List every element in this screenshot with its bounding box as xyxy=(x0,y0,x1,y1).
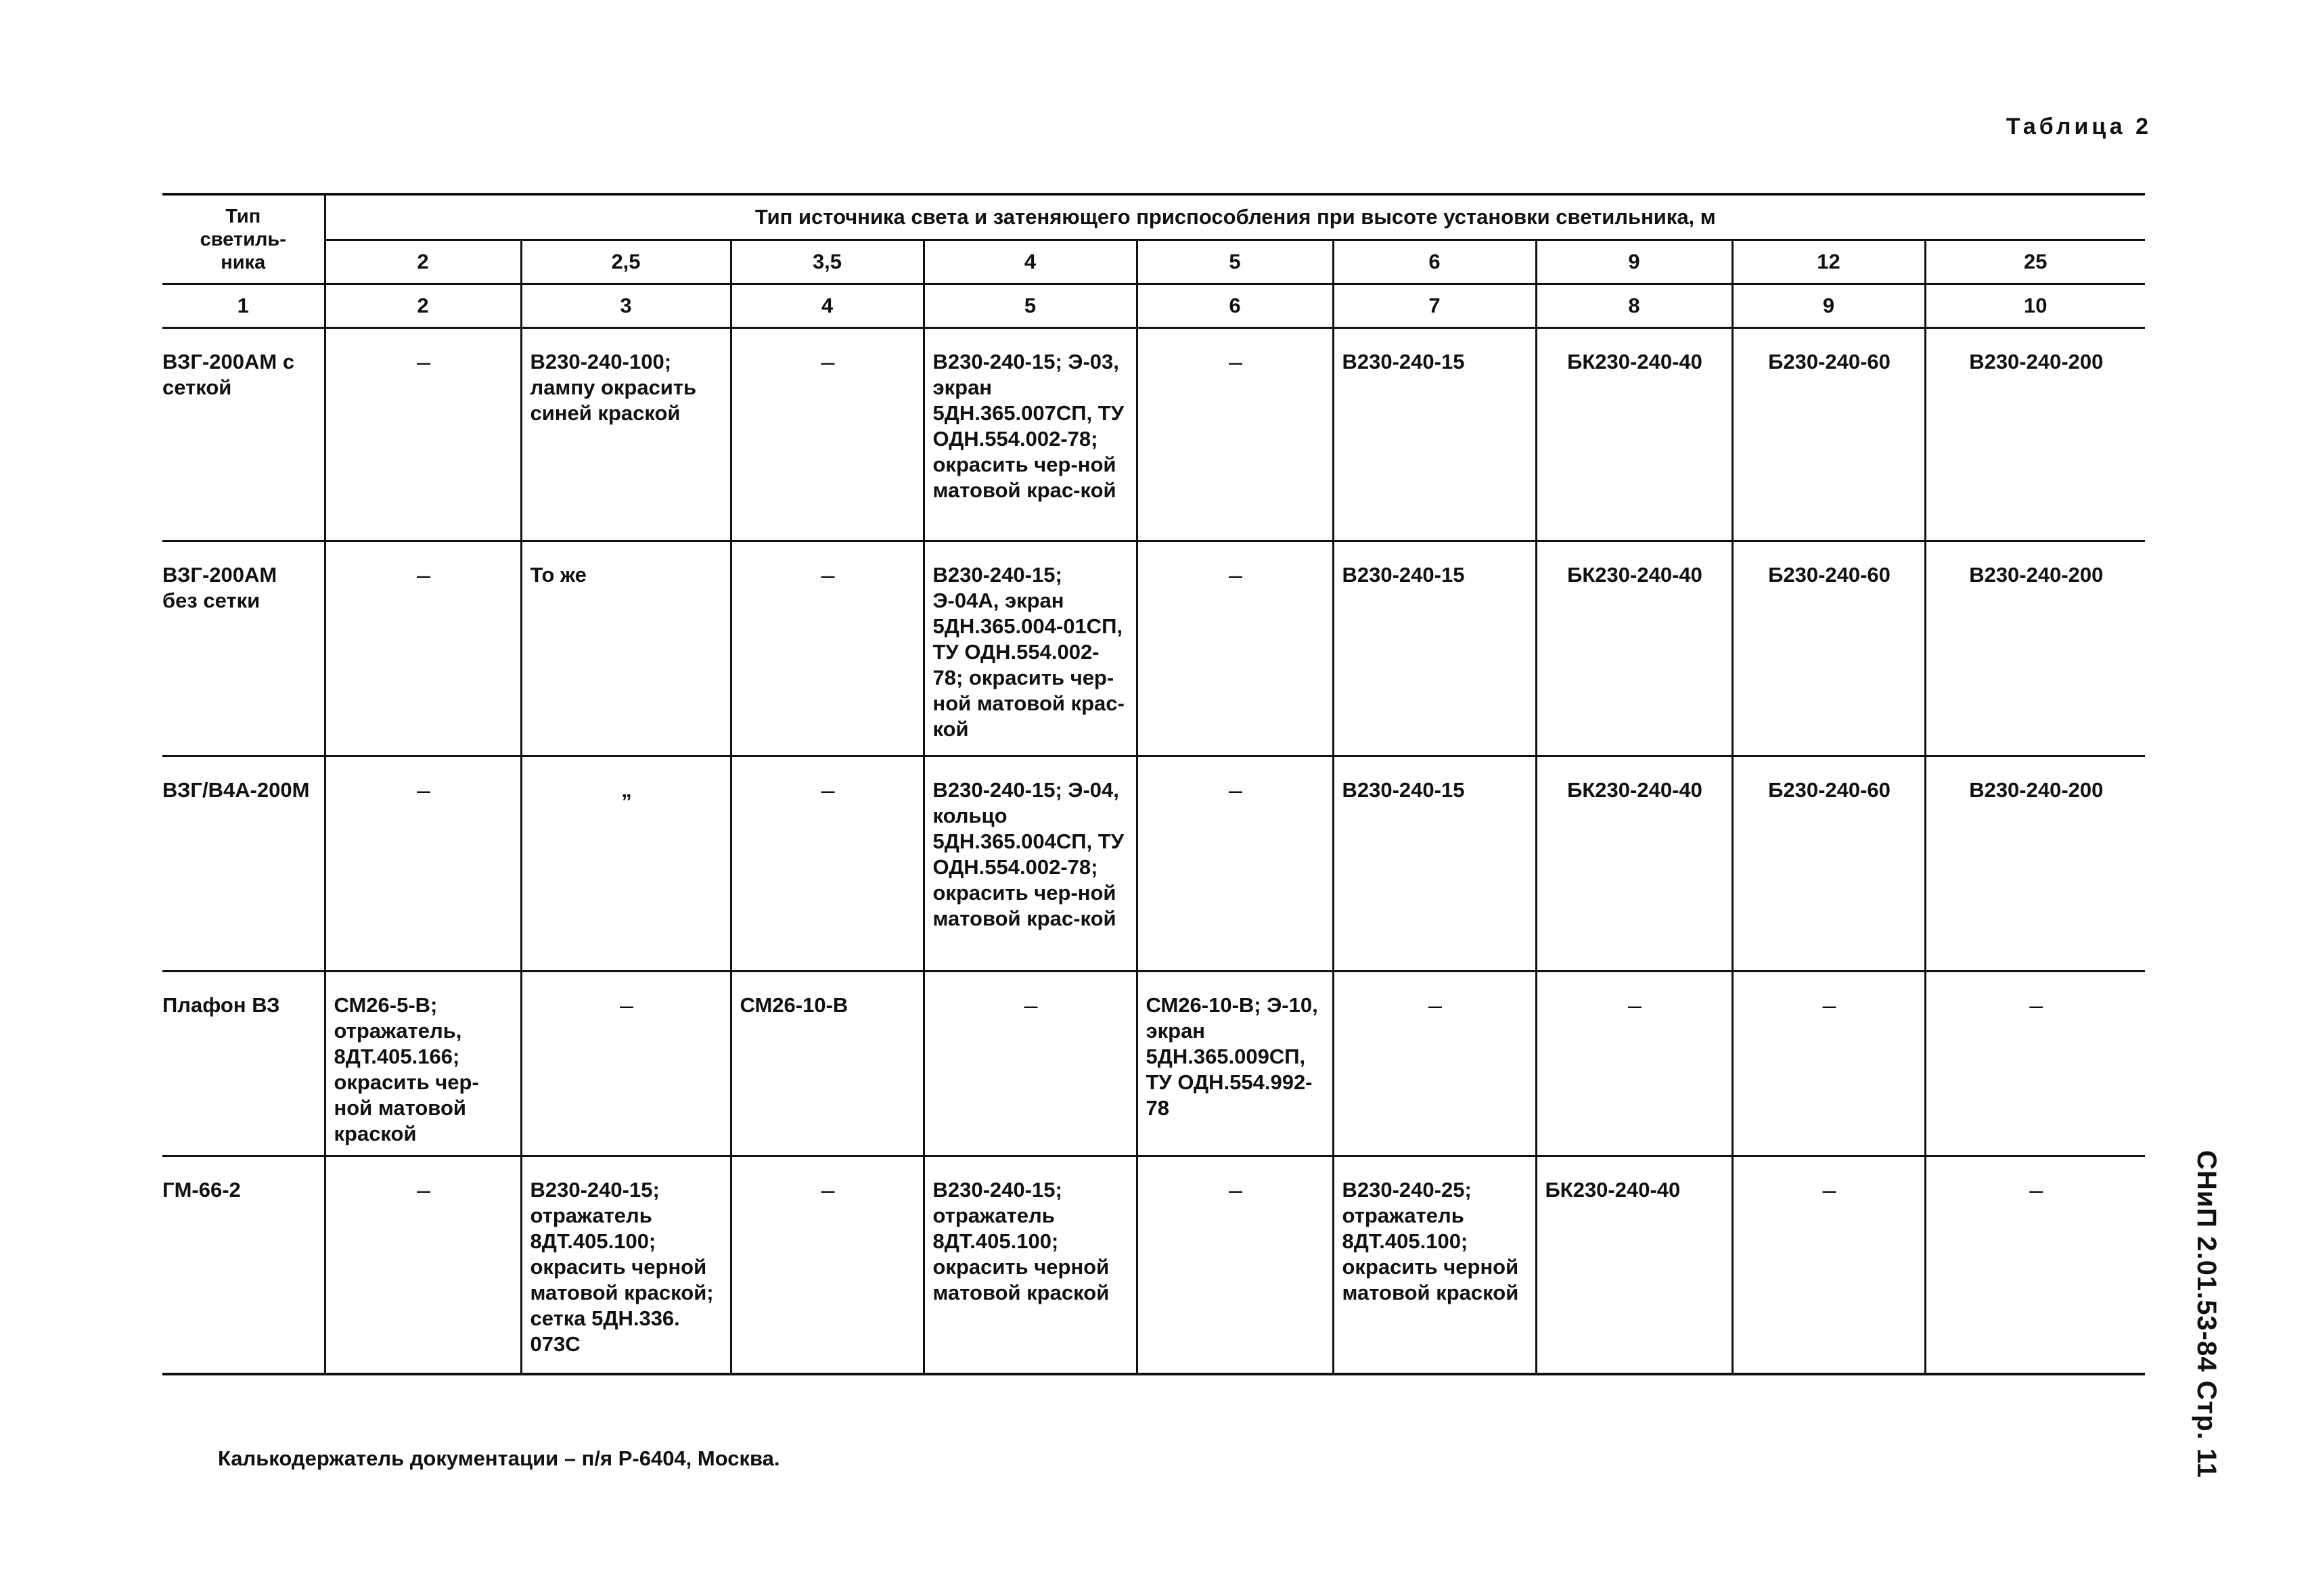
table-cell: В230-240-200 xyxy=(1925,328,2145,541)
table-cell: В230-240-200 xyxy=(1925,541,2145,756)
luminaire-name: ВЗГ/В4А-200М xyxy=(162,756,325,972)
table-cell: – xyxy=(731,541,924,756)
table-cell: СМ26-10-В; Э-10, экран 5ДН.365.009СП, ТУ ОДН.554.992-78 xyxy=(1137,972,1333,1156)
height-header: 12 xyxy=(1732,240,1925,284)
table-cell: – xyxy=(731,1156,924,1374)
table-row xyxy=(162,756,2145,972)
height-header: 2 xyxy=(325,240,521,284)
table-cell: – xyxy=(731,756,924,972)
table-cell: – xyxy=(325,756,521,972)
table-cell: – xyxy=(1925,972,2145,1156)
table-caption: Таблица 2 xyxy=(2006,114,2152,139)
table-cell: В230-240-200 xyxy=(1925,756,2145,972)
column-number: 1 xyxy=(162,284,325,328)
table-cell: – xyxy=(325,541,521,756)
header-row-title xyxy=(162,194,2145,240)
column-number: 6 xyxy=(1137,284,1333,328)
column-number: 2 xyxy=(325,284,521,328)
table-cell: В230-240-15; отражатель 8ДТ.405.100; окрасить черной матовой краской; сетка 5ДН.336. 073С xyxy=(521,1156,731,1374)
table-cell: – xyxy=(1333,972,1536,1156)
table-cell: – xyxy=(1137,541,1333,756)
table-row xyxy=(162,1156,2145,1374)
table-cell: БК230-240-40 xyxy=(1536,1156,1732,1374)
table-row xyxy=(162,972,2145,1156)
table-cell: БК230-240-40 xyxy=(1536,328,1732,541)
height-header: 5 xyxy=(1137,240,1333,284)
table-cell: – xyxy=(1732,1156,1925,1374)
group-title: Тип источника света и затеняющего приспособления при высоте установки светильника, м xyxy=(325,194,2145,240)
luminaire-name: Плафон ВЗ xyxy=(162,972,325,1156)
document-code: СНиП 2.01.53-84 Стр. 11 xyxy=(2192,1150,2221,1479)
table-cell: БК230-240-40 xyxy=(1536,541,1732,756)
table-cell: В230-240-25; отражатель 8ДТ.405.100; окрасить черной матовой краской xyxy=(1333,1156,1536,1374)
table-cell: „ xyxy=(521,756,731,972)
table-cell: – xyxy=(1137,756,1333,972)
column-number: 7 xyxy=(1333,284,1536,328)
table-cell: То же xyxy=(521,541,731,756)
table-cell: В230-240-15; Э-03, экран 5ДН.365.007СП, ТУ ОДН.554.002-78; окрасить чер-ной матовой крас-кой xyxy=(924,328,1137,541)
header-row-column-numbers xyxy=(162,284,2145,328)
luminaire-name: ВЗГ-200АМ с сеткой xyxy=(162,328,325,541)
column-number: 8 xyxy=(1536,284,1732,328)
table-cell: Б230-240-60 xyxy=(1732,328,1925,541)
table-cell: Б230-240-60 xyxy=(1732,541,1925,756)
table-cell: – xyxy=(1137,1156,1333,1374)
column-number: 9 xyxy=(1732,284,1925,328)
table-cell: СМ26-5-В; отражатель, 8ДТ.405.166; окрасить чер-ной матовой краской xyxy=(325,972,521,1156)
luminaire-name: ВЗГ-200АМ без сетки xyxy=(162,541,325,756)
table-cell: – xyxy=(1137,328,1333,541)
type-column-header xyxy=(162,194,325,284)
height-header: 2,5 xyxy=(521,240,731,284)
footer-note: Калькодержатель документации – п/я Р-6404, Москва. xyxy=(218,1446,780,1470)
table-cell: В230-240-15; Э-04А, экран 5ДН.365.004-01СП, ТУ ОДН.554.002-78; окрасить чер-ной матовой крас-кой xyxy=(924,541,1137,756)
table-cell: В230-240-15 xyxy=(1333,328,1536,541)
table-row xyxy=(162,328,2145,541)
table-cell: В230-240-15; Э-04, кольцо 5ДН.365.004СП, ТУ ОДН.554.002-78; окрасить чер-ной матовой крас-кой xyxy=(924,756,1137,972)
table-cell: – xyxy=(521,972,731,1156)
column-number: 3 xyxy=(521,284,731,328)
column-number: 5 xyxy=(924,284,1137,328)
table-cell: – xyxy=(731,328,924,541)
table-cell: В230-240-100; лампу окрасить синей краской xyxy=(521,328,731,541)
table-cell: БК230-240-40 xyxy=(1536,756,1732,972)
type-column-label: Тип светиль-ника xyxy=(200,205,286,273)
height-header: 25 xyxy=(1925,240,2145,284)
table-row xyxy=(162,541,2145,756)
table-cell: В230-240-15 xyxy=(1333,541,1536,756)
table-cell: – xyxy=(924,972,1137,1156)
luminaire-name: ГМ-66-2 xyxy=(162,1156,325,1374)
table-cell: Б230-240-60 xyxy=(1732,756,1925,972)
table-cell: – xyxy=(1925,1156,2145,1374)
table-cell: – xyxy=(1536,972,1732,1156)
table-cell: В230-240-15 xyxy=(1333,756,1536,972)
table-cell: – xyxy=(325,328,521,541)
side-code-block xyxy=(2182,1150,2223,1479)
header-row-heights xyxy=(162,240,2145,284)
table-cell: СМ26-10-В xyxy=(731,972,924,1156)
height-header: 6 xyxy=(1333,240,1536,284)
table-cell: – xyxy=(1732,972,1925,1156)
column-number: 10 xyxy=(1925,284,2145,328)
table-cell: – xyxy=(325,1156,521,1374)
luminaire-table xyxy=(162,193,2145,1375)
height-header: 4 xyxy=(924,240,1137,284)
table-cell: В230-240-15; отражатель 8ДТ.405.100; окрасить черной матовой краской xyxy=(924,1156,1137,1374)
height-header: 9 xyxy=(1536,240,1732,284)
column-number: 4 xyxy=(731,284,924,328)
height-header: 3,5 xyxy=(731,240,924,284)
